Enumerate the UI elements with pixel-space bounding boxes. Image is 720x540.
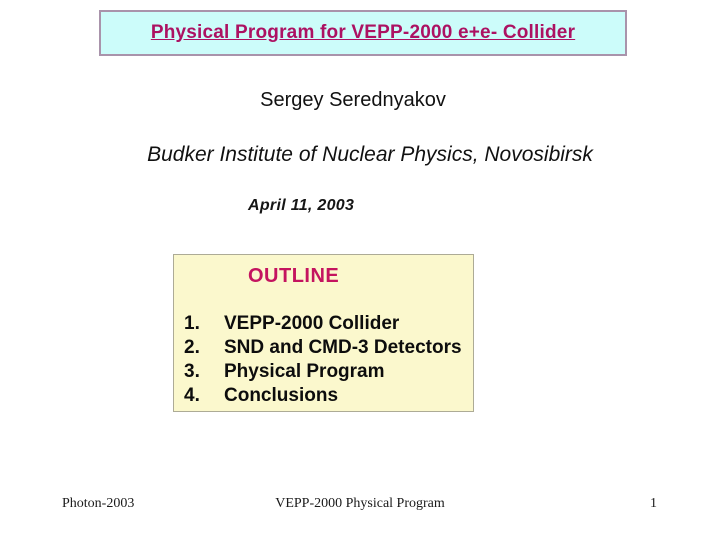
title-box [99,10,627,56]
outline-item [174,336,473,360]
outline-item [174,384,473,408]
presentation-date: April 11, 2003 [248,197,355,214]
outline-item-label: VEPP-2000 Collider [224,313,400,334]
outline-box [173,254,474,412]
outline-heading: OUTLINE [248,265,340,287]
outline-item [174,360,473,384]
outline-item-label: Physical Program [224,361,385,382]
footer-presentation-title: VEPP-2000 Physical Program [275,496,445,511]
outline-item-number: 3. [184,361,200,382]
outline-item-number: 2. [184,337,200,358]
outline-item [174,312,473,336]
outline-item-label: Conclusions [224,385,339,406]
author-name: Sergey Serednyakov [260,89,446,111]
outline-item-number: 1. [184,313,200,334]
outline-list [174,312,473,408]
slide-title: Physical Program for VEPP-2000 e+e- Collider [150,22,576,43]
footer-page-number: 1 [650,496,657,511]
outline-item-label: SND and CMD-3 Detectors [224,337,462,358]
institute-name: Budker Institute of Nuclear Physics, Novosibirsk [147,143,593,166]
outline-item-number: 4. [184,385,200,406]
footer-conference-name: Photon-2003 [62,496,135,511]
